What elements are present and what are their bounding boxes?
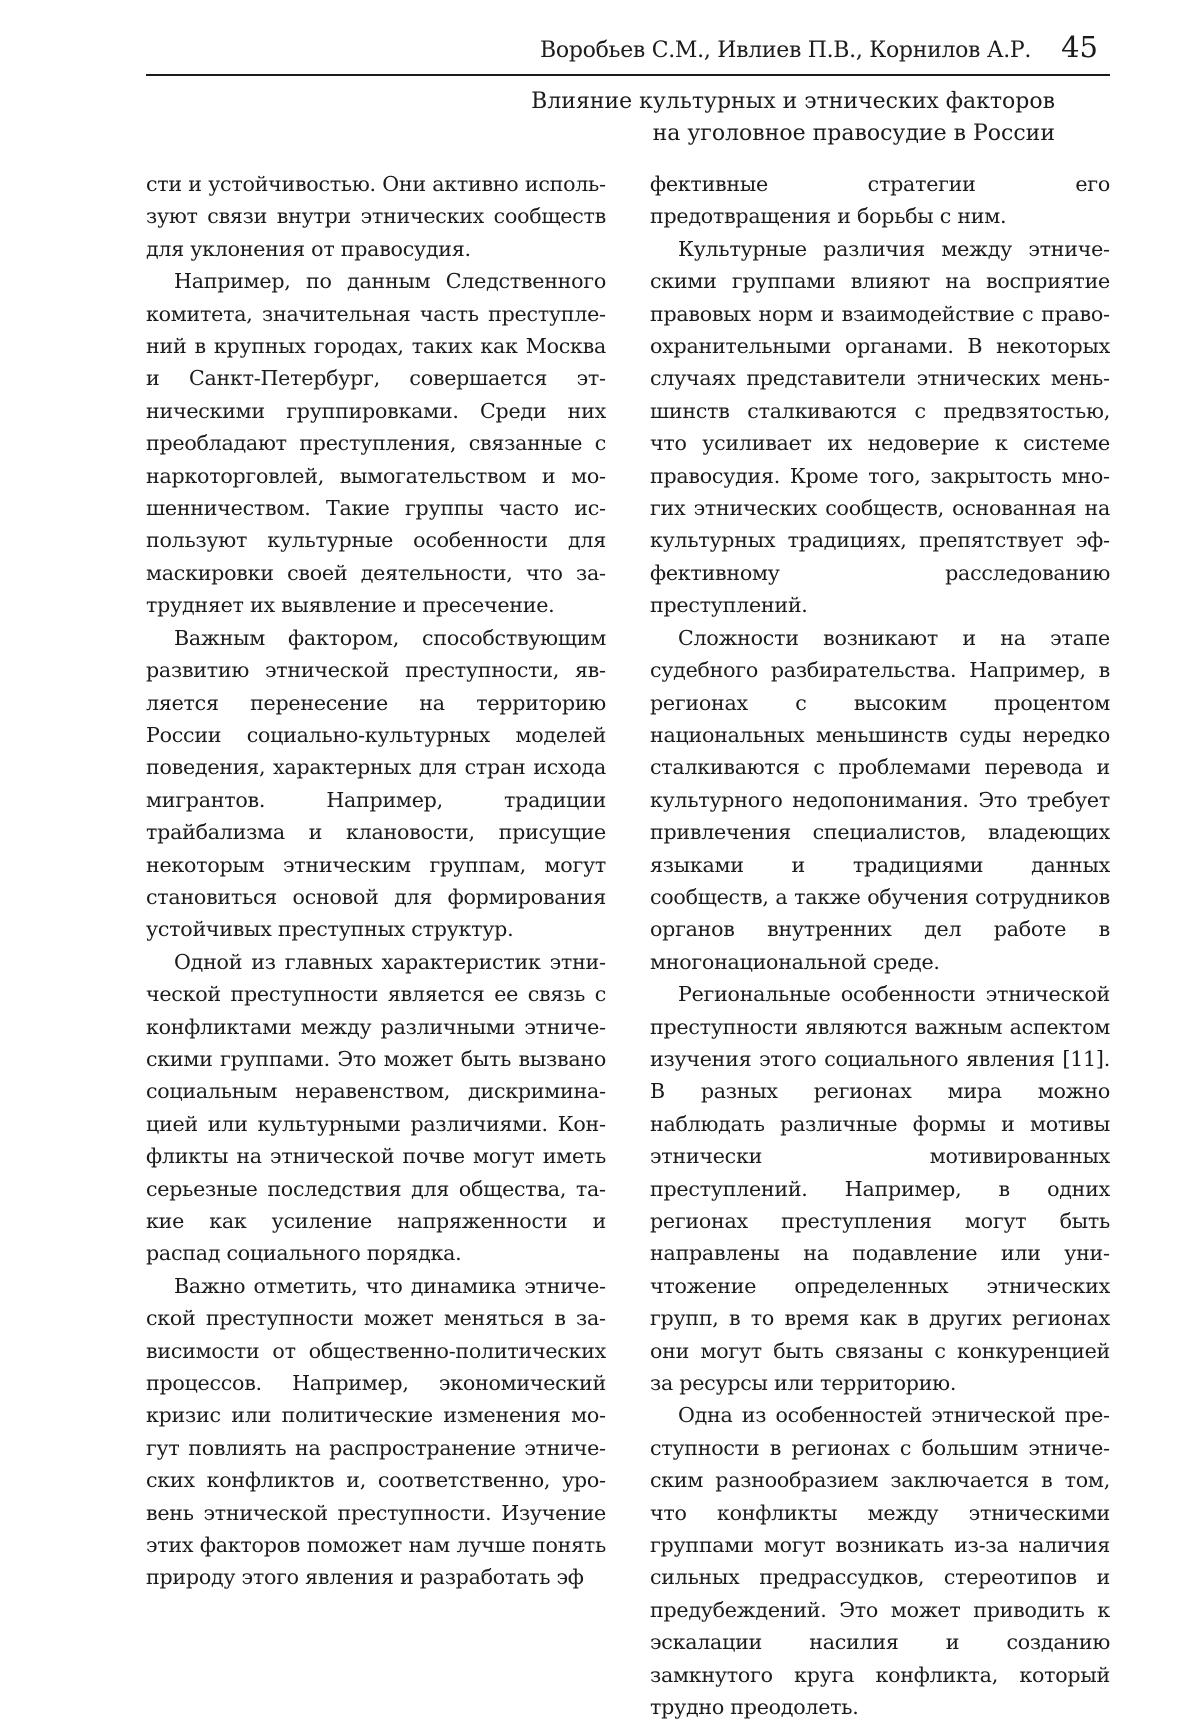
right-column xyxy=(650,168,1110,1724)
paragraph: Одной из главных характеристик этнической преступности является ее связь с конфликтами между различными этническими группами. Это может быть вызвано социальным неравенством, дискриминацией или культурными различиями. Конфликты на этнической почве могут иметь серьезные последствия для общества, такие как усиление напряженности и распад социального порядка. xyxy=(146,949,606,1266)
paragraph: Одна из особенностей этнической преступности в регионах с большим этническим разнообразием заключается в том, что конфликты между этническими группами могут возникать из-за наличия сильных предрассудков, стереотипов и предубеждений. Это может приводить к эскалации насилия и созданию замкнутого круга конфликта, который трудно преодолеть. xyxy=(650,1403,1110,1720)
paragraph: Культурные различия между этническими группами влияют на восприятие правовых норм и взаимодействие с правоохранительными органами. В некоторых случаях представители этнических меньшинств сталкиваются с предвзятостью, что усиливает их недоверие к системе правосудия. Кроме того, закрытость многих этнических сообществ, основанная на культурных традициях, препятствует эффективному расследованию преступлений. xyxy=(650,236,1110,618)
paragraph: Сложности возникают и на этапе судебного разбирательства. Например, в регионах с высоким процентом национальных меньшинств суды нередко сталкиваются с проблемами перевода и культурного недопонимания. Это требует привлечения специалистов, владеющих языками и традициями данных сообществ, а также обучения сотрудников органов внутренних дел работе в многонациональной среде. xyxy=(650,625,1110,974)
running-title xyxy=(146,86,1110,150)
page-header xyxy=(146,30,1110,150)
authors: Воробьев С.М., Ивлиев П.В., Корнилов А.Р. xyxy=(540,38,1032,63)
paragraph: Региональные особенности этнической преступности являются важным аспектом изучения этого социального явления [11]. В разных регионах мира можно наблюдать различные формы и мотивы этнически мотивированных преступлений. Например, в одних регионах преступления могут быть направлены на подавление или уничтожение определенных этнических групп, в то время как в других регионах они могут быть связаны с конкуренцией за ресурсы или территорию. xyxy=(650,982,1110,1396)
header-rule xyxy=(146,30,1110,76)
paragraph: Например, по данным Следственного комитета, значительная часть преступлений в крупных городах, таких как Москва и Санкт-Петербург, совершается этническими группировками. Среди них преобладают преступления, связанные с наркоторговлей, вымогательством и мошенничеством. Такие группы часто используют культурные особенности для маскировки своей деятельности, что затрудняет их выявление и пресечение. xyxy=(146,269,606,618)
body-columns xyxy=(146,168,1110,1724)
left-column xyxy=(146,168,606,1724)
running-title-line: на уголовное правосудие в России xyxy=(652,121,1055,146)
running-title-line: Влияние культурных и этнических факторов xyxy=(531,89,1055,114)
paragraph: сти и устойчивостью. Они активно используют связи внутри этнических сообществ для уклонения от правосудия. xyxy=(146,172,606,261)
page-number: 45 xyxy=(1061,30,1098,64)
paragraph: фективные стратегии его предотвращения и борьбы с ним. xyxy=(650,172,1110,229)
paragraph: Важным фактором, способствующим развитию этнической преступности, является перенесение на территорию России социально-культурных моделей поведения, характерных для стран исхода мигрантов. Например, традиции трайбализма и клановости, присущие некоторым этническим группам, могут становиться основой для формирования устойчивых преступных структур. xyxy=(146,625,606,942)
paragraph: Важно отметить, что динамика этнической преступности может меняться в зависимости от общественно-политических процессов. Например, экономический кризис или политические изменения могут повлиять на распространение этнических конфликтов и, соответственно, уровень этнической преступности. Изучение этих факторов поможет нам лучше понять природу этого явления и разработать эф xyxy=(146,1273,606,1590)
